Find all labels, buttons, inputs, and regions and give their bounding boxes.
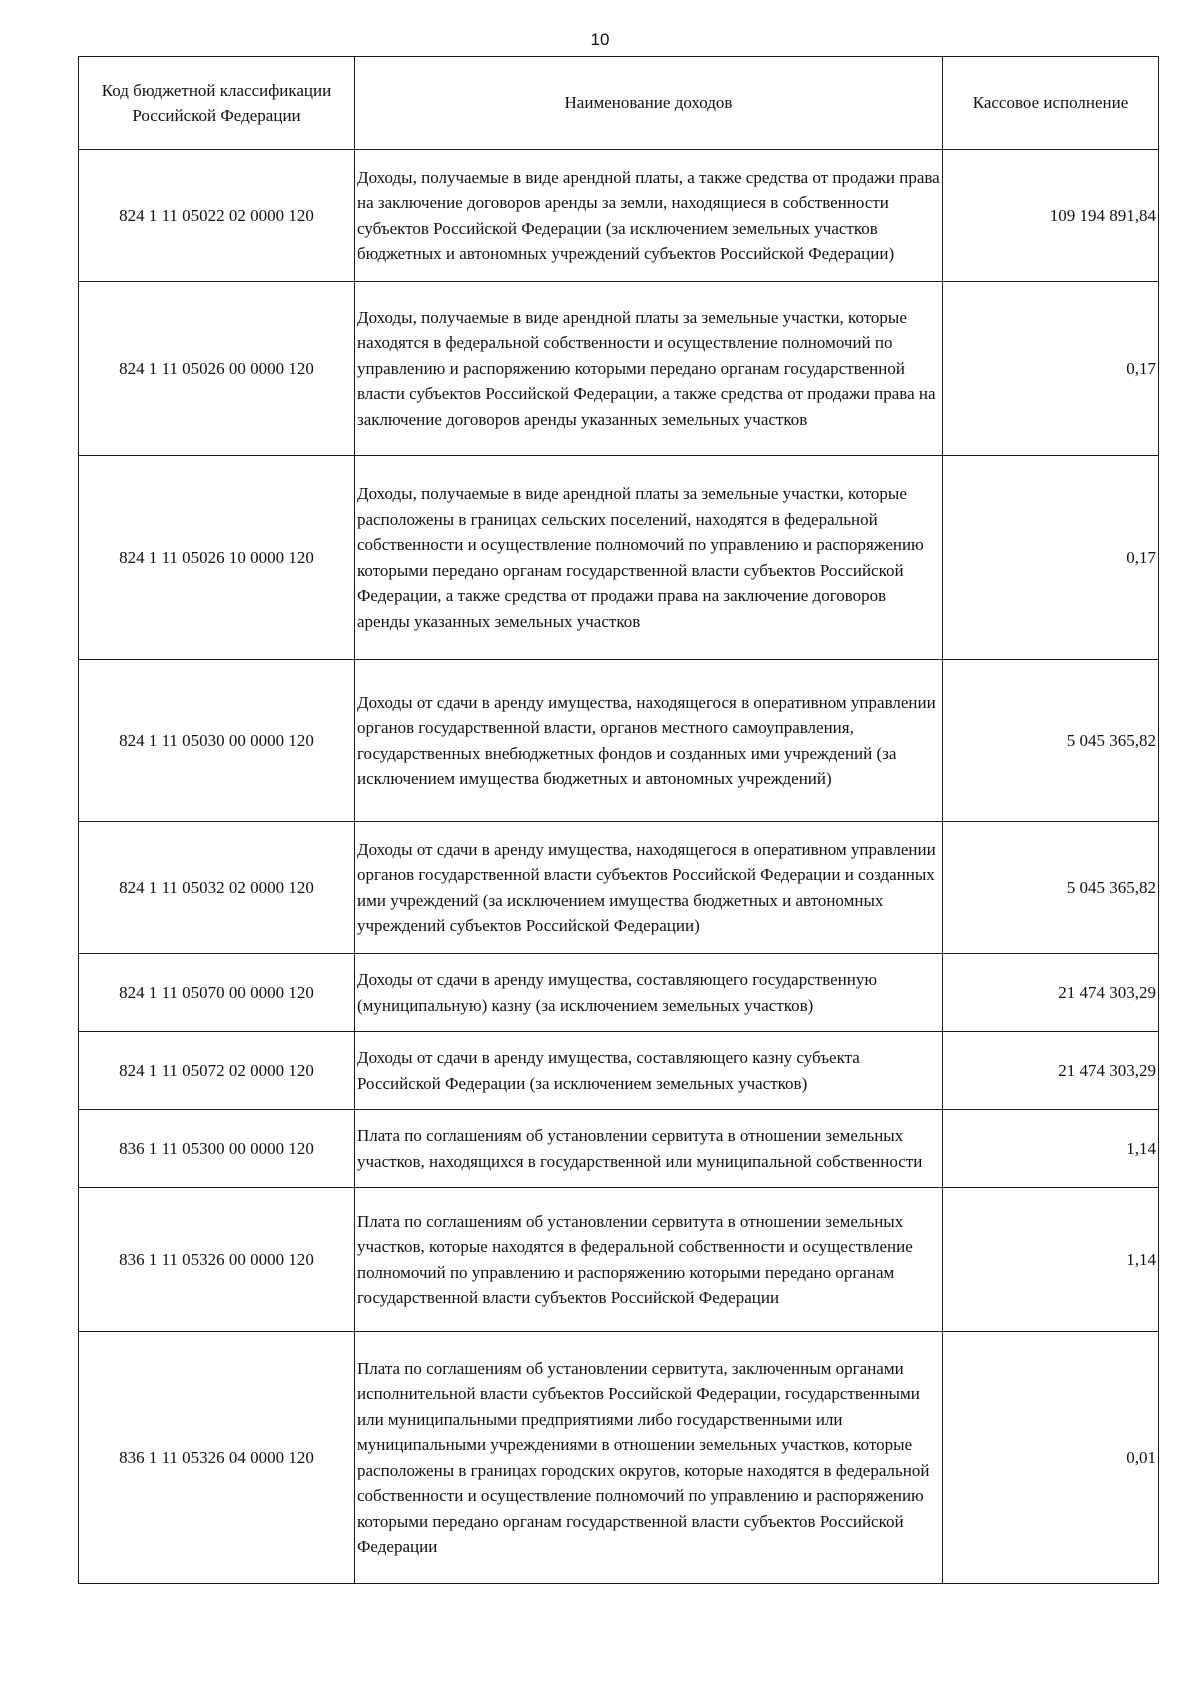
- row-code: 824 1 11 05072 02 0000 120: [79, 1032, 355, 1110]
- row-amount: 21 474 303,29: [943, 1032, 1159, 1110]
- page-number: 10: [590, 30, 610, 49]
- header-amount: Кассовое исполнение: [943, 57, 1159, 150]
- row-name: Доходы, получаемые в виде арендной платы, а также средства от продажи права на заключение договоров аренды за земли, находящиеся в собственности субъектов Российской Федерации (за исключением земельных участков бюджетных и автономных учреждений субъектов Российской Федерации): [355, 150, 943, 282]
- row-code: 824 1 11 05030 00 0000 120: [79, 660, 355, 822]
- row-name: Доходы, получаемые в виде арендной платы за земельные участки, которые расположены в границах сельских поселений, находятся в федеральной собственности и осуществление полномочий по управлению и распоряжению которыми передано органам государственной власти субъектов Российской Федерации, а также средства от продажи права на заключение договоров аренды указанных земельных участков: [355, 456, 943, 660]
- row-amount: 1,14: [943, 1110, 1159, 1188]
- row-amount: 5 045 365,82: [943, 660, 1159, 822]
- row-amount: 21 474 303,29: [943, 954, 1159, 1032]
- header-name: Наименование доходов: [355, 57, 943, 150]
- table-header-row: [79, 57, 1159, 150]
- table-row: [79, 1110, 1159, 1188]
- row-code: 836 1 11 05326 00 0000 120: [79, 1188, 355, 1332]
- row-amount: 109 194 891,84: [943, 150, 1159, 282]
- table-row: [79, 954, 1159, 1032]
- row-name: Плата по соглашениям об установлении сервитута, заключенным органами исполнительной власти субъектов Российской Федерации, государственными или муниципальными предприятиями либо государственными или муниципальными учреждениями в отношении земельных участков, которые расположены в границах городских округов, которые находятся в федеральной собственности и осуществление полномочий по управлению и распоряжению которыми передано органам государственной власти субъектов Российской Федерации: [355, 1332, 943, 1584]
- row-name: Доходы от сдачи в аренду имущества, составляющего государственную (муниципальную) казну (за исключением земельных участков): [355, 954, 943, 1032]
- row-name: Плата по соглашениям об установлении сервитута в отношении земельных участков, находящихся в государственной или муниципальной собственности: [355, 1110, 943, 1188]
- row-amount: 0,17: [943, 282, 1159, 456]
- row-name: Доходы от сдачи в аренду имущества, составляющего казну субъекта Российской Федерации (за исключением земельных участков): [355, 1032, 943, 1110]
- row-name: Доходы, получаемые в виде арендной платы за земельные участки, которые находятся в федеральной собственности и осуществление полномочий по управлению и распоряжению которыми передано органам государственной власти субъектов Российской Федерации, а также средства от продажи права на заключение договоров аренды указанных земельных участков: [355, 282, 943, 456]
- header-code: Код бюджетной классификации Российской Федерации: [79, 57, 355, 150]
- table-row: [79, 822, 1159, 954]
- row-code: 824 1 11 05022 02 0000 120: [79, 150, 355, 282]
- row-code: 824 1 11 05032 02 0000 120: [79, 822, 355, 954]
- table-row: [79, 1188, 1159, 1332]
- row-code: 836 1 11 05300 00 0000 120: [79, 1110, 355, 1188]
- revenue-table: [78, 56, 1159, 1584]
- row-name: Плата по соглашениям об установлении сервитута в отношении земельных участков, которые находятся в федеральной собственности и осуществление полномочий по управлению и распоряжению которыми передано органам государственной власти субъектов Российской Федерации: [355, 1188, 943, 1332]
- table-row: [79, 1032, 1159, 1110]
- row-name: Доходы от сдачи в аренду имущества, находящегося в оперативном управлении органов государственной власти субъектов Российской Федерации и созданных ими учреждений (за исключением имущества бюджетных и автономных учреждений субъектов Российской Федерации): [355, 822, 943, 954]
- row-amount: 1,14: [943, 1188, 1159, 1332]
- row-amount: 0,01: [943, 1332, 1159, 1584]
- row-amount: 0,17: [943, 456, 1159, 660]
- row-code: 824 1 11 05026 10 0000 120: [79, 456, 355, 660]
- table-row: [79, 282, 1159, 456]
- table-row: [79, 150, 1159, 282]
- row-code: 824 1 11 05070 00 0000 120: [79, 954, 355, 1032]
- row-code: 836 1 11 05326 04 0000 120: [79, 1332, 355, 1584]
- row-name: Доходы от сдачи в аренду имущества, находящегося в оперативном управлении органов государственной власти, органов местного самоуправления, государственных внебюджетных фондов и созданных ими учреждений (за исключением имущества бюджетных и автономных учреждений): [355, 660, 943, 822]
- table-row: [79, 660, 1159, 822]
- table-row: [79, 456, 1159, 660]
- row-code: 824 1 11 05026 00 0000 120: [79, 282, 355, 456]
- table-row: [79, 1332, 1159, 1584]
- row-amount: 5 045 365,82: [943, 822, 1159, 954]
